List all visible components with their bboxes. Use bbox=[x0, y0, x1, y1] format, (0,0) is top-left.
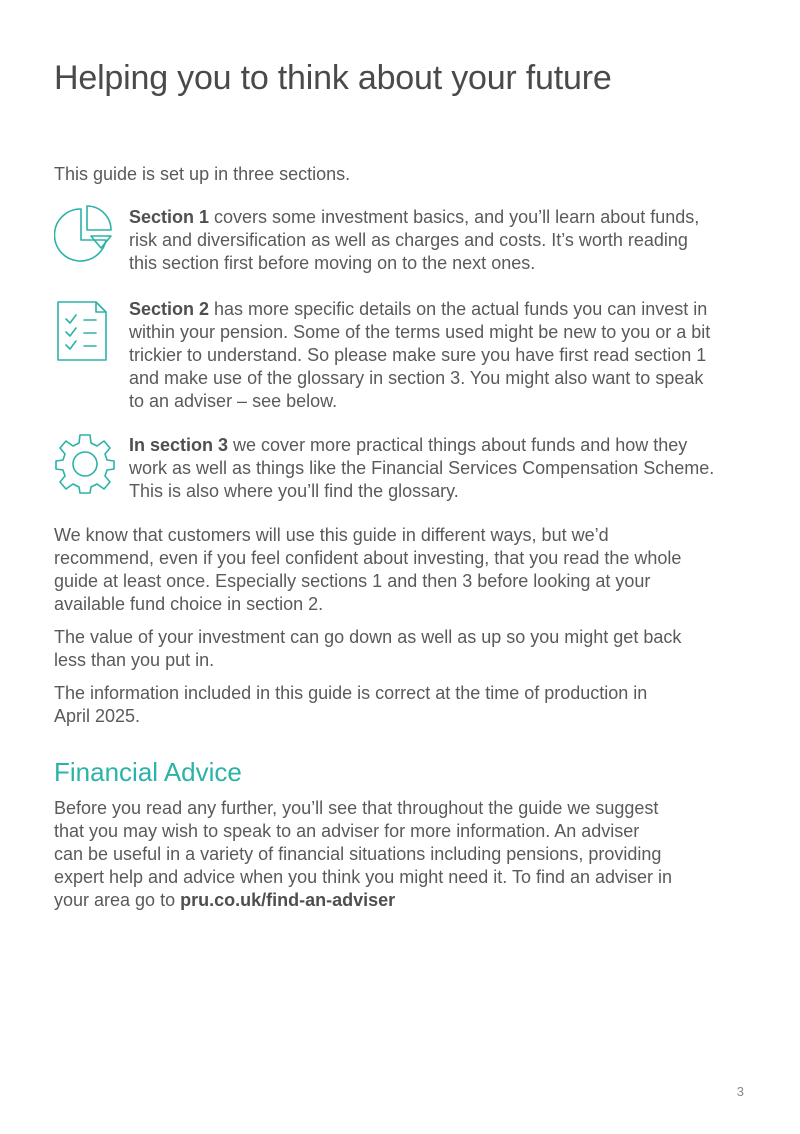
section-1-lead: Section 1 bbox=[129, 207, 210, 227]
section-3-lead: In section 3 bbox=[129, 435, 229, 455]
find-an-adviser-link[interactable]: pru.co.uk/find-an-adviser bbox=[180, 890, 396, 910]
page-title: Helping you to think about your future bbox=[54, 59, 612, 97]
paragraph-investment-risk: The value of your investment can go down as well as up so you might get back less than you put in. bbox=[54, 627, 682, 670]
section-2-lead: Section 2 bbox=[129, 299, 210, 319]
pie-chart-icon bbox=[54, 204, 114, 268]
section-2-text: Section 2 has more specific details on the actual funds you can invest in within your pension. Some of the terms used might be new to you or a bit trickier to understand. So please make sure you have first read section 1 and make use of the glossary in section 3. You might also want to speak to an adviser – see below. bbox=[129, 299, 711, 411]
checklist-icon bbox=[54, 298, 114, 362]
section-1-text: Section 1 covers some investment basics, and you’ll learn about funds, risk and diversification as well as charges and costs. It’s worth reading this section first before moving on to the next ones. bbox=[129, 207, 700, 273]
paragraph-financial-advice: Before you read any further, you’ll see that throughout the guide we suggest that you may wish to speak to an adviser for more information. An adviser can be useful in a variety of financial situations including pensions, providing expert help and advice when you think you might need it. To find an adviser in your area go to pru.co.uk/find-an-adviser bbox=[54, 798, 673, 910]
section-3-text: In section 3 we cover more practical things about funds and how they work as well as things like the Financial Services Compensation Scheme. This is also where you’ll find the glossary. bbox=[129, 435, 715, 501]
paragraph-information-date: The information included in this guide is correct at the time of production in April 2025. bbox=[54, 683, 648, 726]
paragraph-guide-usage: We know that customers will use this guide in different ways, but we’d recommend, even if you feel confident about investing, that you read the whole guide at least once. Especially sections 1 and then 3 before looking at your available fund choice in section 2. bbox=[54, 525, 682, 614]
financial-advice-heading: Financial Advice bbox=[54, 757, 242, 787]
page-number: 3 bbox=[736, 1084, 744, 1099]
gear-icon bbox=[54, 432, 114, 496]
intro-text: This guide is set up in three sections. bbox=[54, 164, 351, 184]
